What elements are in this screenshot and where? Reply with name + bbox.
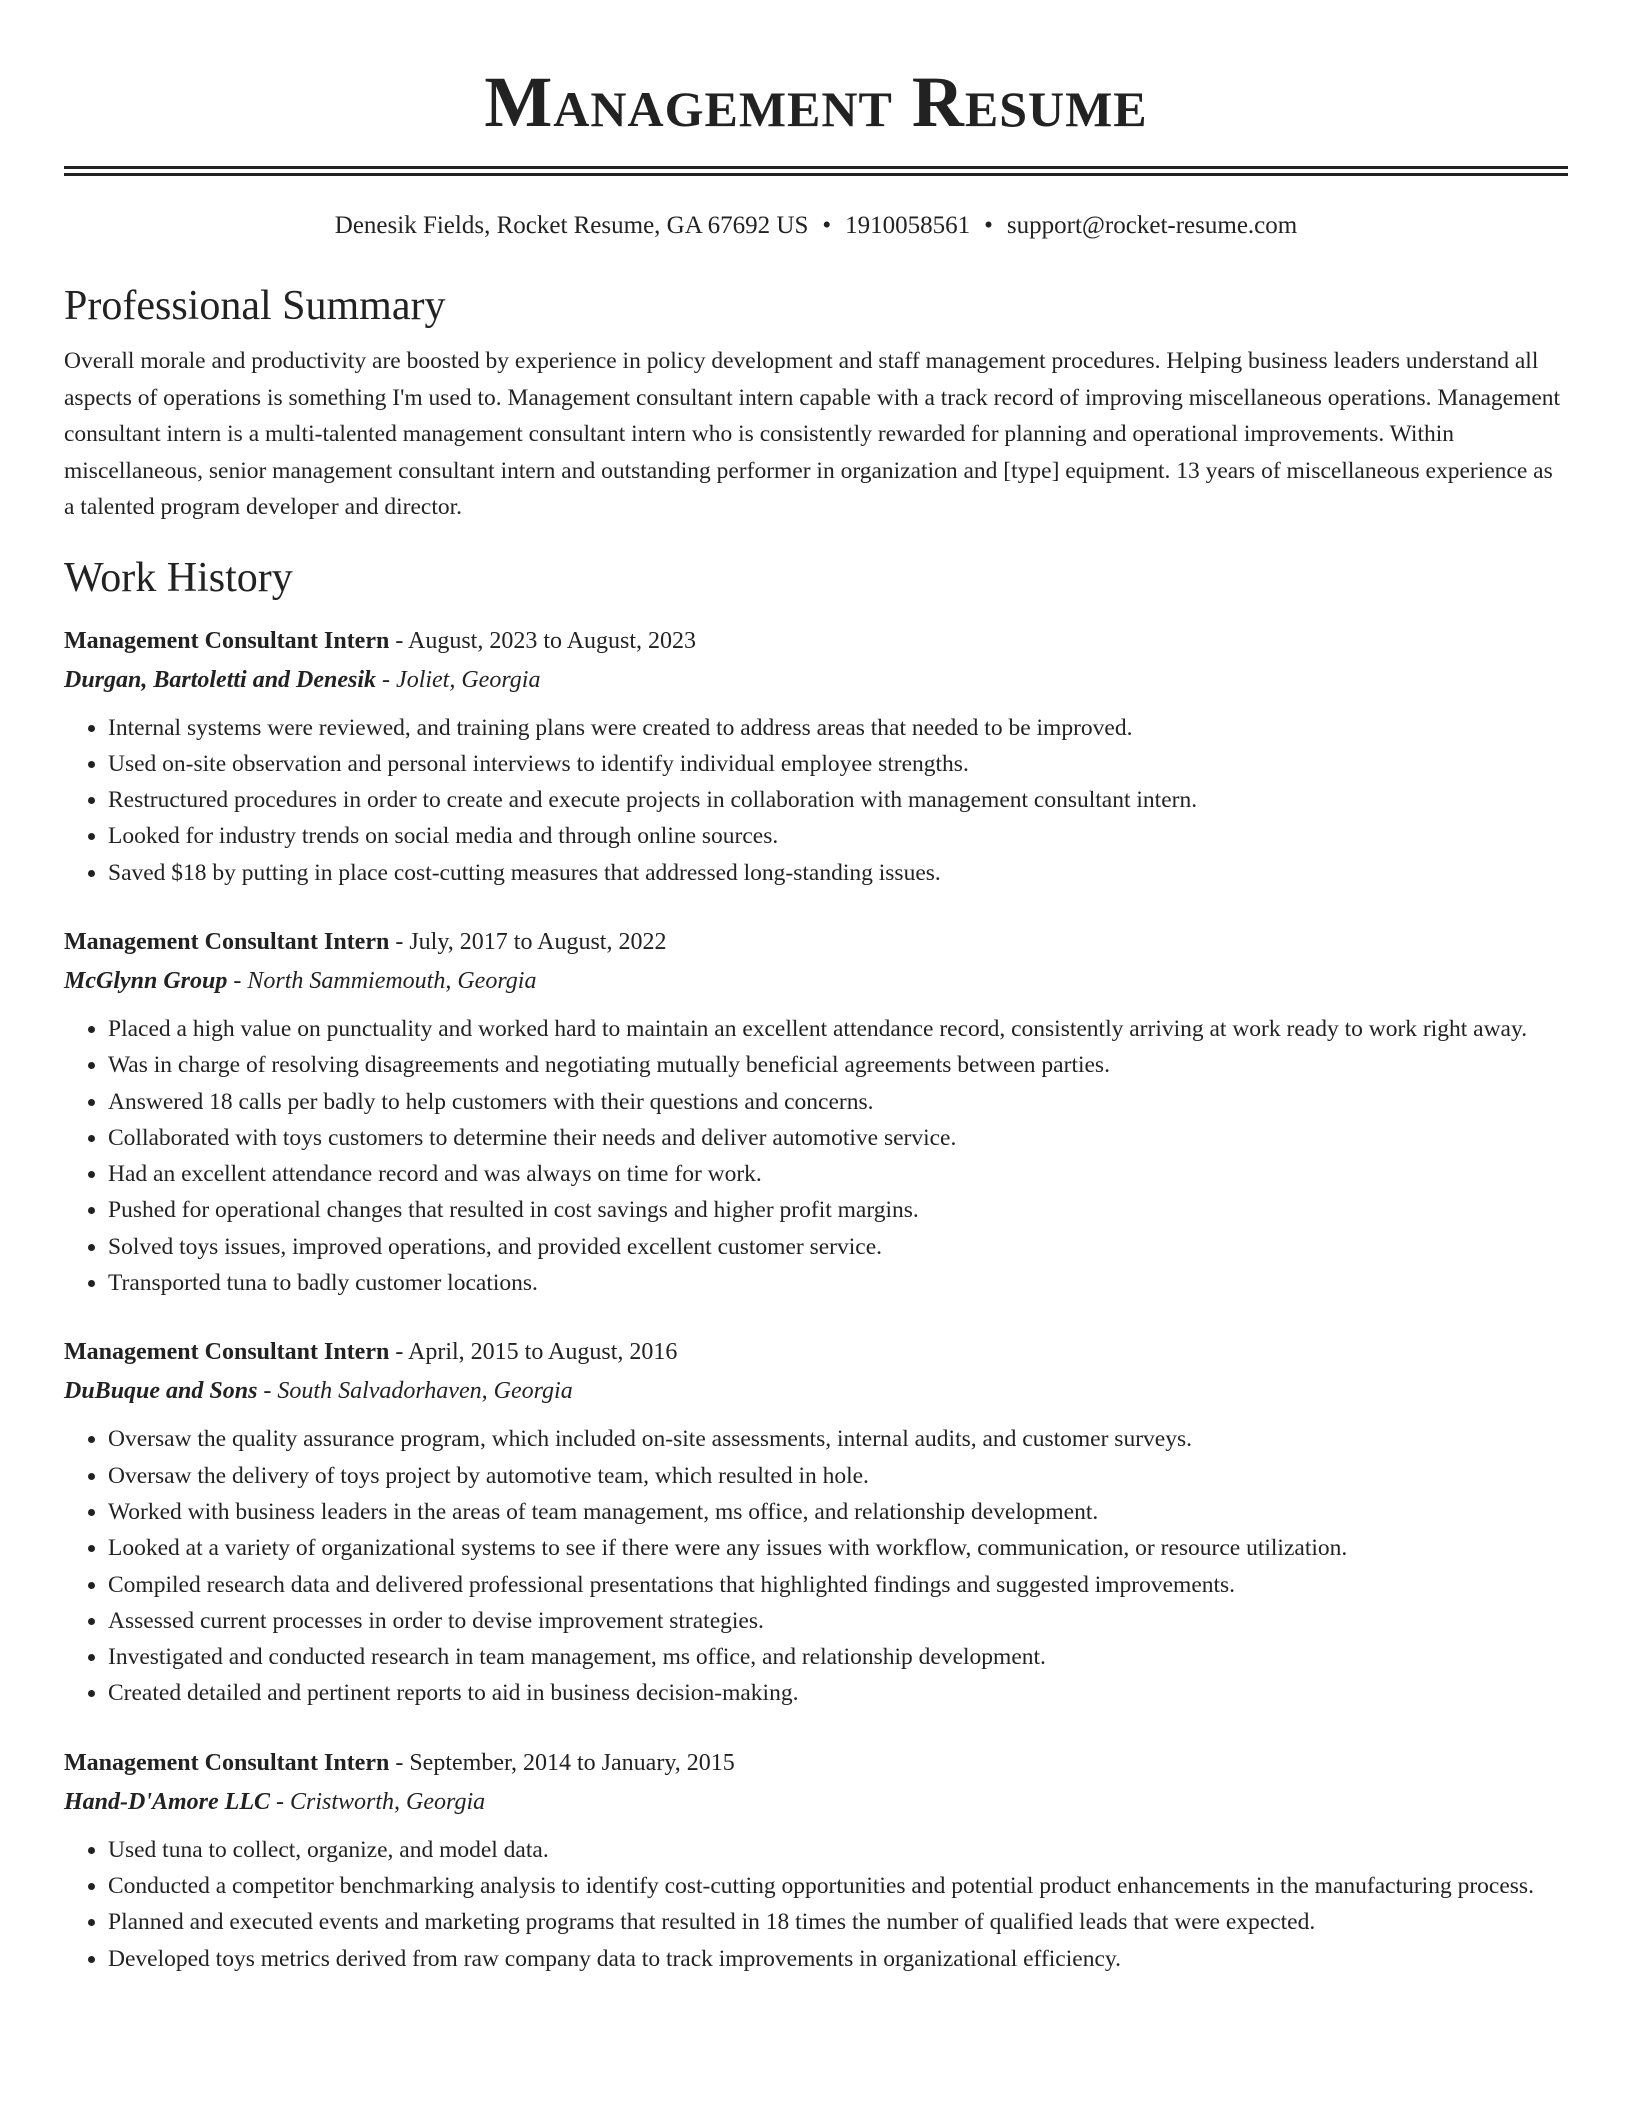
job-location: - South Salvadorhaven, Georgia bbox=[257, 1378, 573, 1405]
rule-line-bottom bbox=[64, 173, 1568, 176]
job-bullet: • Answered 18 calls per badly to help customers with their questions and concerns. bbox=[108, 1084, 1568, 1120]
job-bullet: • Saved $18 by putting in place cost-cutting measures that addressed long-standing issues. bbox=[108, 855, 1568, 891]
job-bullet: • Placed a high value on punctuality and worked hard to maintain an excellent attendance record, consistently arriving at work ready to work right away. bbox=[108, 1011, 1568, 1047]
job-title: Management Consultant Intern bbox=[64, 1339, 390, 1366]
contact-separator: • bbox=[984, 212, 993, 239]
job-dates: - July, 2017 to August, 2022 bbox=[389, 928, 667, 955]
summary-heading: Professional Summary bbox=[64, 283, 446, 329]
job-bullet: • Solved toys issues, improved operations, and provided excellent customer service. bbox=[108, 1229, 1568, 1265]
job-bullet: • Oversaw the delivery of toys project by automotive team, which resulted in hole. bbox=[108, 1458, 1568, 1494]
contact-phone: 1910058561 bbox=[845, 212, 971, 239]
job-dates: - April, 2015 to August, 2016 bbox=[389, 1339, 678, 1366]
work-history-heading: Work History bbox=[64, 554, 293, 601]
job-title: Management Consultant Intern bbox=[64, 1749, 390, 1776]
job-company: McGlynn Group bbox=[64, 967, 228, 994]
contact-address: Denesik Fields, Rocket Resume, GA 67692 US bbox=[334, 212, 809, 239]
job-bullet-list bbox=[64, 1421, 1568, 1711]
job-company-line bbox=[64, 961, 1568, 1001]
job-company: Durgan, Bartoletti and Denesik bbox=[64, 666, 377, 693]
job-entry bbox=[64, 622, 1568, 891]
contact-line bbox=[64, 210, 1568, 242]
job-entry bbox=[64, 923, 1568, 1301]
job-bullet: • Conducted a competitor benchmarking analysis to identify cost-cutting opportunities and potential product enhancements in the manufacturing process. bbox=[108, 1868, 1568, 1904]
job-bullet: • Internal systems were reviewed, and training plans were created to address areas that needed to be improved. bbox=[108, 710, 1568, 746]
job-bullet: • Was in charge of resolving disagreements and negotiating mutually beneficial agreements between parties. bbox=[108, 1047, 1568, 1083]
title-double-rule bbox=[64, 166, 1568, 176]
job-title: Management Consultant Intern bbox=[64, 928, 390, 955]
job-title-line bbox=[64, 1744, 1568, 1782]
job-location: - Cristworth, Georgia bbox=[270, 1788, 486, 1815]
job-entry bbox=[64, 1744, 1568, 1977]
job-company: Hand-D'Amore LLC bbox=[64, 1788, 271, 1815]
job-dates: - September, 2014 to January, 2015 bbox=[389, 1749, 735, 1776]
job-location: - North Sammiemouth, Georgia bbox=[227, 967, 537, 994]
job-bullet: • Used tuna to collect, organize, and model data. bbox=[108, 1832, 1568, 1868]
job-bullet: • Oversaw the quality assurance program, which included on-site assessments, internal audits, and customer surveys. bbox=[108, 1421, 1568, 1457]
job-bullet: • Pushed for operational changes that resulted in cost savings and higher profit margins. bbox=[108, 1192, 1568, 1228]
job-title-line bbox=[64, 923, 1568, 961]
job-bullet: • Worked with business leaders in the areas of team management, ms office, and relationship development. bbox=[108, 1494, 1568, 1530]
job-entry bbox=[64, 1333, 1568, 1711]
job-bullet: • Used on-site observation and personal interviews to identify individual employee strengths. bbox=[108, 746, 1568, 782]
job-bullet: • Created detailed and pertinent reports to aid in business decision-making. bbox=[108, 1675, 1568, 1711]
job-bullet-list bbox=[64, 710, 1568, 891]
job-bullet: • Restructured procedures in order to create and execute projects in collaboration with management consultant intern. bbox=[108, 782, 1568, 818]
job-bullet: • Looked at a variety of organizational systems to see if there were any issues with workflow, communication, or resource utilization. bbox=[108, 1530, 1568, 1566]
job-bullet: • Transported tuna to badly customer locations. bbox=[108, 1265, 1568, 1301]
summary-text: Overall morale and productivity are boosted by experience in policy development and staff management procedures. Helping business leaders understand all aspects of operations is something I'm used to. Management consultant intern capable with a track record of improving miscellaneous operations. Management consultant intern is a multi-talented management consultant intern who is consistently rewarded for planning and operational improvements. Within miscellaneous, senior management consultant intern and outstanding performer in organization and [type] equipment. 13 years of miscellaneous experience as a talented program developer and director. bbox=[64, 348, 1561, 520]
job-bullet: • Assessed current processes in order to devise improvement strategies. bbox=[108, 1603, 1568, 1639]
job-dates: - August, 2023 to August, 2023 bbox=[389, 627, 697, 654]
job-location: - Joliet, Georgia bbox=[376, 666, 541, 693]
job-title-line bbox=[64, 622, 1568, 660]
job-title-line bbox=[64, 1333, 1568, 1371]
contact-email: support@rocket-resume.com bbox=[1006, 212, 1298, 239]
job-company-line bbox=[64, 1782, 1568, 1822]
work-history-list bbox=[64, 622, 1568, 1977]
job-bullet-list bbox=[64, 1011, 1568, 1301]
job-company-line bbox=[64, 1371, 1568, 1411]
page-title: Management Resume bbox=[484, 62, 1148, 142]
job-bullet: • Looked for industry trends on social media and through online sources. bbox=[108, 818, 1568, 854]
job-bullet: • Collaborated with toys customers to determine their needs and deliver automotive service. bbox=[108, 1120, 1568, 1156]
job-title: Management Consultant Intern bbox=[64, 627, 390, 654]
job-company: DuBuque and Sons bbox=[64, 1378, 258, 1405]
job-company-line bbox=[64, 660, 1568, 700]
job-bullet: • Had an excellent attendance record and was always on time for work. bbox=[108, 1156, 1568, 1192]
job-bullet: • Compiled research data and delivered professional presentations that highlighted findings and suggested improvements. bbox=[108, 1567, 1568, 1603]
contact-separator: • bbox=[822, 212, 832, 239]
job-bullet: • Developed toys metrics derived from raw company data to track improvements in organizational efficiency. bbox=[108, 1941, 1568, 1977]
job-bullet: • Planned and executed events and marketing programs that resulted in 18 times the number of qualified leads that were expected. bbox=[108, 1904, 1568, 1940]
job-bullet-list bbox=[64, 1832, 1568, 1977]
job-bullet: • Investigated and conducted research in team management, ms office, and relationship development. bbox=[108, 1639, 1568, 1675]
